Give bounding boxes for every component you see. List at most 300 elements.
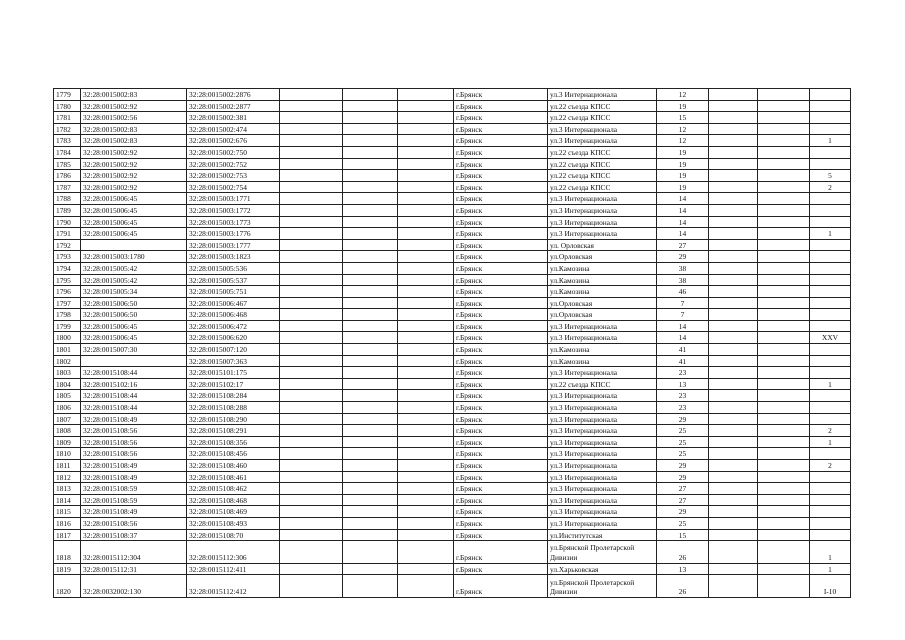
- city-cell: г.Брянск: [454, 355, 548, 367]
- table-row: [54, 204, 851, 216]
- table-row: [54, 367, 851, 379]
- city-cell: г.Брянск: [454, 378, 548, 390]
- empty-cell: [398, 332, 454, 344]
- empty-cell: [758, 367, 810, 379]
- table-row: [54, 332, 851, 344]
- table-row: [54, 355, 851, 367]
- house-number-cell: 41: [657, 355, 709, 367]
- empty-cell: [758, 216, 810, 228]
- row-number-cell: 1784: [54, 146, 81, 158]
- apartment-cell: [810, 529, 851, 541]
- empty-cell: [758, 274, 810, 286]
- table-row: [54, 158, 851, 170]
- city-cell: г.Брянск: [454, 297, 548, 309]
- empty-cell: [398, 181, 454, 193]
- empty-cell: [709, 355, 758, 367]
- empty-cell: [709, 181, 758, 193]
- empty-cell: [280, 89, 343, 101]
- row-number-cell: 1810: [54, 448, 81, 460]
- empty-cell: [398, 390, 454, 402]
- cadastral-object-cell: 32:28:0015108:290: [187, 413, 280, 425]
- empty-cell: [280, 158, 343, 170]
- house-number-cell: 14: [657, 216, 709, 228]
- table-row: [54, 181, 851, 193]
- empty-cell: [398, 506, 454, 518]
- empty-cell: [758, 135, 810, 147]
- city-cell: г.Брянск: [454, 262, 548, 274]
- row-number-cell: 1796: [54, 286, 81, 298]
- empty-cell: [398, 286, 454, 298]
- empty-cell: [758, 89, 810, 101]
- apartment-cell: [810, 517, 851, 529]
- empty-cell: [709, 483, 758, 495]
- row-number-cell: 1807: [54, 413, 81, 425]
- city-cell: г.Брянск: [454, 483, 548, 495]
- house-number-cell: 19: [657, 181, 709, 193]
- house-number-cell: 19: [657, 158, 709, 170]
- empty-cell: [280, 123, 343, 135]
- city-cell: г.Брянск: [454, 286, 548, 298]
- empty-cell: [709, 529, 758, 541]
- cadastral-object-cell: 32:28:0015002:752: [187, 158, 280, 170]
- empty-cell: [758, 563, 810, 575]
- empty-cell: [398, 297, 454, 309]
- empty-cell: [709, 517, 758, 529]
- table-row: [54, 146, 851, 158]
- street-cell: ул.3 Интернационала: [548, 193, 657, 205]
- empty-cell: [709, 320, 758, 332]
- empty-cell: [343, 517, 398, 529]
- cadastral-object-cell: 32:28:0015003:1773: [187, 216, 280, 228]
- cadastral-parcel-cell: 32:28:0015002:92: [81, 170, 187, 182]
- apartment-cell: [810, 251, 851, 263]
- empty-cell: [758, 286, 810, 298]
- empty-cell: [343, 436, 398, 448]
- cadastral-parcel-cell: 32:28:0015006:45: [81, 216, 187, 228]
- empty-cell: [280, 460, 343, 472]
- cadastral-parcel-cell: 32:28:0015108:49: [81, 413, 187, 425]
- empty-cell: [398, 309, 454, 321]
- city-cell: г.Брянск: [454, 390, 548, 402]
- empty-cell: [398, 320, 454, 332]
- house-number-cell: 29: [657, 460, 709, 472]
- table-row: [54, 344, 851, 356]
- apartment-cell: [810, 216, 851, 228]
- house-number-cell: 15: [657, 529, 709, 541]
- cadastral-parcel-cell: 32:28:0015002:92: [81, 158, 187, 170]
- cadastral-object-cell: 32:28:0015002:750: [187, 146, 280, 158]
- city-cell: г.Брянск: [454, 529, 548, 541]
- street-cell: ул.Орловская: [548, 251, 657, 263]
- empty-cell: [343, 123, 398, 135]
- empty-cell: [398, 413, 454, 425]
- street-cell: ул.Институтская: [548, 529, 657, 541]
- table-row: [54, 563, 851, 575]
- row-number-cell: 1804: [54, 378, 81, 390]
- empty-cell: [758, 204, 810, 216]
- row-number-cell: 1812: [54, 471, 81, 483]
- street-cell: ул.3 Интернационала: [548, 471, 657, 483]
- empty-cell: [398, 471, 454, 483]
- house-number-cell: 38: [657, 262, 709, 274]
- empty-cell: [398, 228, 454, 240]
- apartment-cell: 1: [810, 541, 851, 564]
- city-cell: г.Брянск: [454, 274, 548, 286]
- apartment-cell: 2: [810, 460, 851, 472]
- cadastral-parcel-cell: 32:28:0015108:56: [81, 448, 187, 460]
- city-cell: г.Брянск: [454, 320, 548, 332]
- empty-cell: [343, 112, 398, 124]
- cadastral-object-cell: 32:28:0015005:751: [187, 286, 280, 298]
- empty-cell: [758, 193, 810, 205]
- empty-cell: [709, 112, 758, 124]
- city-cell: г.Брянск: [454, 146, 548, 158]
- cadastral-parcel-cell: 32:28:0015002:83: [81, 135, 187, 147]
- row-number-cell: 1792: [54, 239, 81, 251]
- empty-cell: [758, 123, 810, 135]
- apartment-cell: [810, 204, 851, 216]
- city-cell: г.Брянск: [454, 448, 548, 460]
- empty-cell: [398, 529, 454, 541]
- street-cell: ул.3 Интернационала: [548, 123, 657, 135]
- empty-cell: [280, 448, 343, 460]
- empty-cell: [280, 286, 343, 298]
- house-number-cell: 25: [657, 436, 709, 448]
- row-number-cell: 1806: [54, 402, 81, 414]
- empty-cell: [343, 309, 398, 321]
- row-number-cell: 1786: [54, 170, 81, 182]
- row-number-cell: 1788: [54, 193, 81, 205]
- empty-cell: [758, 228, 810, 240]
- empty-cell: [709, 309, 758, 321]
- empty-cell: [709, 228, 758, 240]
- table-row: [54, 575, 851, 598]
- apartment-cell: [810, 506, 851, 518]
- empty-cell: [280, 402, 343, 414]
- street-line-2: Дивизии: [550, 587, 578, 597]
- row-number-cell: 1800: [54, 332, 81, 344]
- empty-cell: [343, 541, 398, 564]
- row-number-cell: 1793: [54, 251, 81, 263]
- empty-cell: [343, 286, 398, 298]
- cadastral-object-cell: 32:28:0015108:291: [187, 425, 280, 437]
- cadastral-object-cell: 32:28:0015101:175: [187, 367, 280, 379]
- street-cell: ул.Харьковская: [548, 563, 657, 575]
- street-cell: ул.3 Интернационала: [548, 332, 657, 344]
- house-number-cell: 27: [657, 494, 709, 506]
- apartment-cell: [810, 413, 851, 425]
- table-row: [54, 123, 851, 135]
- street-cell: ул. Орловская: [548, 239, 657, 251]
- empty-cell: [758, 297, 810, 309]
- cadastral-object-cell: 32:28:0015006:468: [187, 309, 280, 321]
- empty-cell: [398, 89, 454, 101]
- empty-cell: [280, 494, 343, 506]
- empty-cell: [398, 135, 454, 147]
- empty-cell: [280, 436, 343, 448]
- cadastral-object-cell: 32:28:0015003:1823: [187, 251, 280, 263]
- table-row: [54, 251, 851, 263]
- empty-cell: [758, 494, 810, 506]
- empty-cell: [343, 204, 398, 216]
- empty-cell: [398, 204, 454, 216]
- empty-cell: [758, 158, 810, 170]
- empty-cell: [709, 494, 758, 506]
- empty-cell: [398, 541, 454, 564]
- empty-cell: [343, 402, 398, 414]
- apartment-cell: [810, 193, 851, 205]
- house-number-cell: 25: [657, 448, 709, 460]
- city-cell: г.Брянск: [454, 135, 548, 147]
- street-cell: ул.3 Интернационала: [548, 448, 657, 460]
- table-row: [54, 89, 851, 101]
- empty-cell: [709, 541, 758, 564]
- empty-cell: [709, 563, 758, 575]
- row-number-cell: 1797: [54, 297, 81, 309]
- table-row: [54, 448, 851, 460]
- empty-cell: [280, 228, 343, 240]
- row-number-cell: 1791: [54, 228, 81, 240]
- cadastral-parcel-cell: 32:28:0015005:34: [81, 286, 187, 298]
- house-number-cell: 41: [657, 344, 709, 356]
- cadastral-object-cell: 32:28:0015108:461: [187, 471, 280, 483]
- city-cell: г.Брянск: [454, 575, 548, 598]
- apartment-cell: 1: [810, 378, 851, 390]
- empty-cell: [709, 123, 758, 135]
- empty-cell: [343, 135, 398, 147]
- table-row: [54, 228, 851, 240]
- empty-cell: [709, 146, 758, 158]
- house-number-cell: 12: [657, 123, 709, 135]
- empty-cell: [343, 332, 398, 344]
- empty-cell: [758, 506, 810, 518]
- row-number-cell: 1783: [54, 135, 81, 147]
- cadastral-object-cell: 32:28:0015003:1771: [187, 193, 280, 205]
- empty-cell: [758, 413, 810, 425]
- house-number-cell: 29: [657, 251, 709, 263]
- cadastral-object-cell: 32:28:0015108:468: [187, 494, 280, 506]
- empty-cell: [280, 251, 343, 263]
- empty-cell: [280, 506, 343, 518]
- empty-cell: [709, 413, 758, 425]
- street-cell: ул.Орловская: [548, 297, 657, 309]
- cadastral-parcel-cell: 32:28:0015002:83: [81, 89, 187, 101]
- empty-cell: [709, 251, 758, 263]
- empty-cell: [398, 193, 454, 205]
- row-number-cell: 1803: [54, 367, 81, 379]
- street-cell: ул.Камозина: [548, 274, 657, 286]
- empty-cell: [343, 158, 398, 170]
- apartment-cell: 1: [810, 135, 851, 147]
- empty-cell: [709, 402, 758, 414]
- registry-rows: [54, 89, 851, 598]
- row-number-cell: 1808: [54, 425, 81, 437]
- table-row: [54, 286, 851, 298]
- city-cell: г.Брянск: [454, 193, 548, 205]
- empty-cell: [343, 320, 398, 332]
- empty-cell: [758, 239, 810, 251]
- city-cell: г.Брянск: [454, 181, 548, 193]
- empty-cell: [398, 402, 454, 414]
- cadastral-object-cell: 32:28:0015108:462: [187, 483, 280, 495]
- cadastral-parcel-cell: 32:28:0015006:50: [81, 309, 187, 321]
- table-row: [54, 170, 851, 182]
- street-line-1: ул.Брянской Пролетарской: [550, 543, 635, 553]
- empty-cell: [758, 146, 810, 158]
- cadastral-parcel-cell: 32:28:0015108:44: [81, 402, 187, 414]
- empty-cell: [343, 100, 398, 112]
- city-cell: г.Брянск: [454, 100, 548, 112]
- empty-cell: [343, 239, 398, 251]
- cadastral-object-cell: 32:28:0015003:1777: [187, 239, 280, 251]
- house-number-cell: 19: [657, 100, 709, 112]
- apartment-cell: [810, 262, 851, 274]
- house-number-cell: 13: [657, 563, 709, 575]
- house-number-cell: 14: [657, 320, 709, 332]
- empty-cell: [709, 471, 758, 483]
- empty-cell: [343, 471, 398, 483]
- cadastral-object-cell: 32:28:0015002:2876: [187, 89, 280, 101]
- empty-cell: [343, 355, 398, 367]
- empty-cell: [709, 506, 758, 518]
- cadastral-parcel-cell: 32:28:0015005:42: [81, 274, 187, 286]
- table-row: [54, 262, 851, 274]
- apartment-cell: 2: [810, 425, 851, 437]
- empty-cell: [280, 181, 343, 193]
- cadastral-parcel-cell: 32:28:0015006:45: [81, 228, 187, 240]
- empty-cell: [343, 146, 398, 158]
- table-row: [54, 216, 851, 228]
- cadastral-object-cell: 32:28:0015002:754: [187, 181, 280, 193]
- street-cell: ул.22 съезда КПСС: [548, 112, 657, 124]
- empty-cell: [280, 309, 343, 321]
- cadastral-parcel-cell: 32:28:0015006:45: [81, 320, 187, 332]
- apartment-cell: [810, 471, 851, 483]
- house-number-cell: 14: [657, 193, 709, 205]
- row-number-cell: 1820: [54, 575, 81, 598]
- empty-cell: [709, 297, 758, 309]
- empty-cell: [398, 367, 454, 379]
- empty-cell: [280, 239, 343, 251]
- house-number-cell: 14: [657, 204, 709, 216]
- empty-cell: [280, 332, 343, 344]
- cadastral-parcel-cell: 32:28:0015108:44: [81, 367, 187, 379]
- empty-cell: [280, 193, 343, 205]
- empty-cell: [280, 413, 343, 425]
- empty-cell: [709, 170, 758, 182]
- cadastral-object-cell: 32:28:0015003:1776: [187, 228, 280, 240]
- cadastral-object-cell: 32:28:0015112:306: [187, 541, 280, 564]
- row-number-cell: 1789: [54, 204, 81, 216]
- street-cell: ул.22 съезда КПСС: [548, 100, 657, 112]
- street-cell: ул.3 Интернационала: [548, 320, 657, 332]
- empty-cell: [280, 112, 343, 124]
- cadastral-parcel-cell: 32:28:0015002:92: [81, 146, 187, 158]
- empty-cell: [758, 436, 810, 448]
- street-cell: ул.22 съезда КПСС: [548, 158, 657, 170]
- empty-cell: [280, 563, 343, 575]
- table-row: [54, 483, 851, 495]
- table-row: [54, 135, 851, 147]
- row-number-cell: 1802: [54, 355, 81, 367]
- cadastral-object-cell: 32:28:0015006:620: [187, 332, 280, 344]
- city-cell: г.Брянск: [454, 506, 548, 518]
- empty-cell: [280, 170, 343, 182]
- street-cell: ул.3 Интернационала: [548, 367, 657, 379]
- street-cell: ул.3 Интернационала: [548, 460, 657, 472]
- house-number-cell: 14: [657, 332, 709, 344]
- empty-cell: [758, 448, 810, 460]
- cadastral-parcel-cell: [81, 355, 187, 367]
- house-number-cell: 23: [657, 367, 709, 379]
- empty-cell: [343, 367, 398, 379]
- city-cell: г.Брянск: [454, 170, 548, 182]
- empty-cell: [709, 135, 758, 147]
- apartment-cell: [810, 100, 851, 112]
- row-number-cell: 1795: [54, 274, 81, 286]
- empty-cell: [343, 228, 398, 240]
- apartment-cell: 1: [810, 228, 851, 240]
- table-row: [54, 494, 851, 506]
- apartment-cell: [810, 494, 851, 506]
- empty-cell: [758, 112, 810, 124]
- house-number-cell: 29: [657, 506, 709, 518]
- cadastral-object-cell: 32:28:0015112:412: [187, 575, 280, 598]
- city-cell: г.Брянск: [454, 216, 548, 228]
- city-cell: г.Брянск: [454, 367, 548, 379]
- city-cell: г.Брянск: [454, 239, 548, 251]
- empty-cell: [709, 216, 758, 228]
- empty-cell: [758, 541, 810, 564]
- empty-cell: [343, 390, 398, 402]
- cadastral-parcel-cell: 32:28:0015007:30: [81, 344, 187, 356]
- empty-cell: [280, 344, 343, 356]
- empty-cell: [709, 575, 758, 598]
- table-row: [54, 402, 851, 414]
- city-cell: г.Брянск: [454, 158, 548, 170]
- empty-cell: [709, 274, 758, 286]
- table-row: [54, 471, 851, 483]
- street-cell: ул.3 Интернационала: [548, 216, 657, 228]
- table-row: [54, 460, 851, 472]
- empty-cell: [343, 89, 398, 101]
- house-number-cell: 27: [657, 483, 709, 495]
- empty-cell: [709, 425, 758, 437]
- empty-cell: [343, 425, 398, 437]
- city-cell: г.Брянск: [454, 309, 548, 321]
- apartment-cell: [810, 297, 851, 309]
- empty-cell: [758, 170, 810, 182]
- row-number-cell: 1813: [54, 483, 81, 495]
- cadastral-parcel-cell: 32:28:0015112:304: [81, 541, 187, 564]
- house-number-cell: 26: [657, 575, 709, 598]
- cadastral-parcel-cell: 32:28:0015005:42: [81, 262, 187, 274]
- house-number-cell: 14: [657, 228, 709, 240]
- row-number-cell: 1816: [54, 517, 81, 529]
- empty-cell: [280, 483, 343, 495]
- empty-cell: [343, 251, 398, 263]
- empty-cell: [758, 332, 810, 344]
- cadastral-object-cell: 32:28:0015112:411: [187, 563, 280, 575]
- row-number-cell: 1781: [54, 112, 81, 124]
- city-cell: г.Брянск: [454, 402, 548, 414]
- empty-cell: [709, 436, 758, 448]
- empty-cell: [343, 563, 398, 575]
- city-cell: г.Брянск: [454, 517, 548, 529]
- row-number-cell: 1805: [54, 390, 81, 402]
- house-number-cell: 23: [657, 390, 709, 402]
- house-number-cell: 29: [657, 413, 709, 425]
